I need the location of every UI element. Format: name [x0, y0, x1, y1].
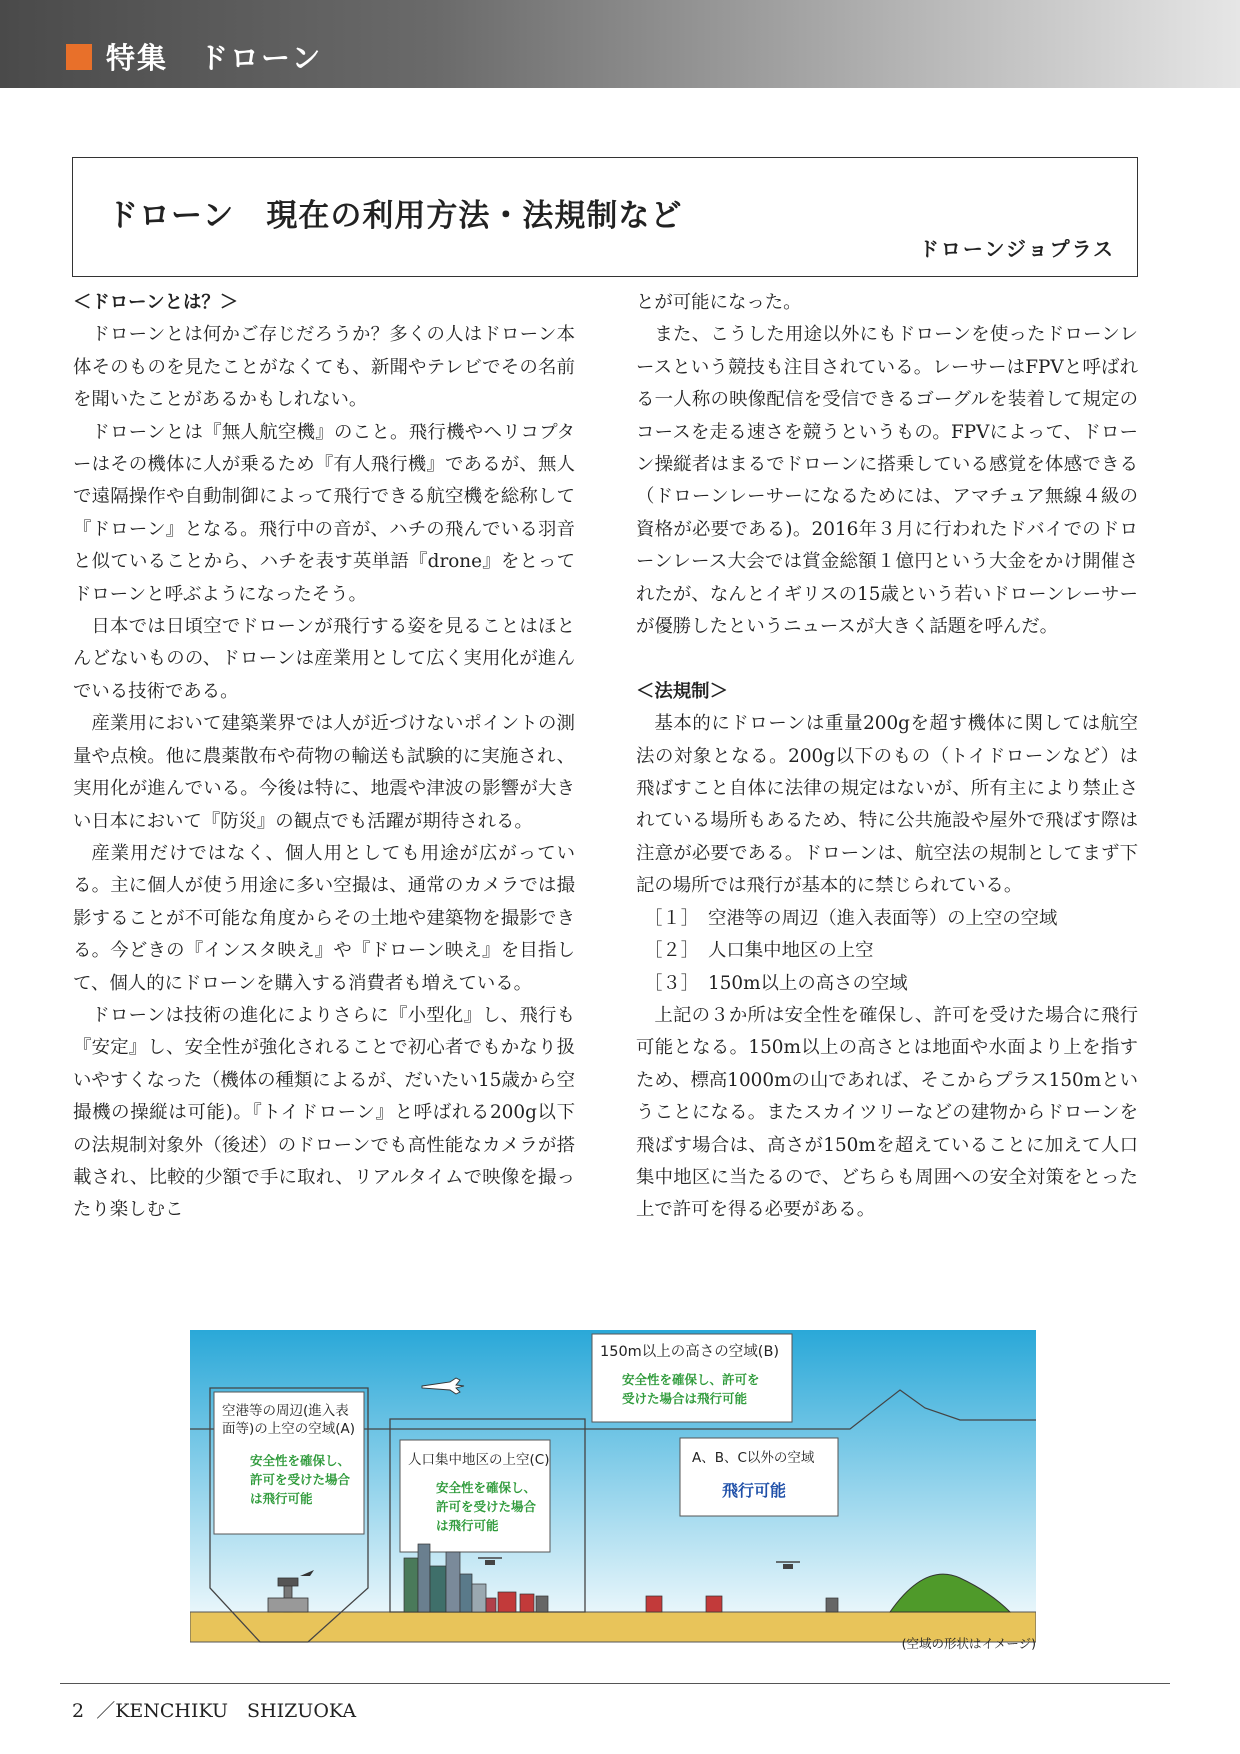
airspace-diagram — [190, 1330, 1036, 1650]
title-box — [72, 157, 1138, 277]
section-banner — [0, 0, 1240, 88]
page-number: 2 — [72, 1700, 85, 1722]
section-title: 特集 ドローン — [106, 41, 323, 75]
article-author: ドローンジョプラス — [918, 237, 1115, 261]
list-item — [636, 935, 1138, 967]
list-text: 150m以上の高さの空域 — [708, 972, 908, 994]
paragraph: 産業用だけではなく、個人用としても用途が広がっている。主に個人が使う用途に多い空撮は、通常のカメラでは撮影することが不可能な角度からその土地や建築物を撮影できる。今どきの『インスタ映え』や『ドローン映え』を目指して、個人的にドローンを購入する消費者も増えている。 — [73, 842, 575, 994]
zone-a-text: は飛行可能 — [250, 1491, 313, 1506]
zone-b-title: 150m以上の高さの空域(B) — [600, 1344, 780, 1360]
zone-c-text: 許可を受けた場合 — [436, 1499, 537, 1514]
paragraph: ドローンとは『無人航空機』のこと。飛行機やヘリコプターはその機体に人が乗るため『有人飛行機』であるが、無人で遠隔操作や自動制御によって飛行できる航空機を総称して『ドローン』となる。飛行中の音が、ハチの飛んでいる羽音と似ていることから、ハチを表す英単語『drone』をとってドローンと呼ぶようになったそう。 — [73, 421, 575, 605]
zone-a-text: 安全性を確保し、 — [250, 1453, 351, 1468]
section-heading: ＜法規制＞ — [636, 680, 728, 702]
zone-other-status: 飛行可能 — [722, 1481, 787, 1500]
list-number: ［３］ — [644, 972, 700, 994]
paragraph: ドローンとは何かご存じだろうか？多くの人はドローン本体そのものを見たことがなくても、新聞やテレビでその名前を聞いたことがあるかもしれない。 — [73, 324, 575, 411]
paragraph: ドローンは技術の進化によりさらに『小型化』し、飛行も『安定』し、安全性が強化されることで初心者でもかなり扱いやすくなった（機体の種類によるが、だいたい15歳から空撮機の操縦は可能)。『トイドローン』と呼ばれる200g以下の法規制対象外（後述）のドローンでも高性能なカメラが搭載され、比較的少額で手に取れ、リアルタイムで映像を撮ったり楽しむこ — [73, 1004, 575, 1221]
list-item — [636, 968, 1138, 1000]
orange-square-icon — [66, 44, 92, 70]
zone-b-text: 安全性を確保し、許可を — [622, 1372, 760, 1387]
paragraph: 基本的にドローンは重量200gを超す機体に関しては航空法の対象となる。200g以下のもの（トイドローンなど）は飛ばすこと自体に法律の規定はないが、所有主により禁止されている場所もあるため、特に公共施設や屋外で飛ばす際は注意が必要である。ドローンは、航空法の規制としてまず下記の場所では飛行が基本的に禁じられている。 — [636, 713, 1138, 897]
zone-c-title: 人口集中地区の上空(C) — [408, 1452, 550, 1468]
footer — [72, 1696, 356, 1723]
zone-other-title: A、B、C以外の空域 — [692, 1450, 815, 1466]
list-item — [636, 903, 1138, 935]
list-number: ［１］ — [644, 907, 700, 929]
list-text: 人口集中地区の上空 — [708, 940, 874, 962]
journal-name: ／KENCHIKU SHIZUOKA — [96, 1700, 357, 1722]
right-column — [636, 287, 1138, 1227]
zone-a-title: 空港等の周辺(進入表 — [222, 1403, 349, 1419]
left-column — [73, 287, 575, 1227]
list-number: ［２］ — [644, 940, 700, 962]
footer-divider — [60, 1683, 1170, 1684]
zone-b-text: 受けた場合は飛行可能 — [622, 1391, 748, 1406]
diagram-caption: (空域の形状はイメージ) — [901, 1636, 1036, 1650]
article-title: ドローン 現在の利用方法・法規制など — [107, 198, 683, 234]
paragraph: 産業用において建築業界では人が近づけないポイントの測量や点検。他に農薬散布や荷物の輸送も試験的に実施され、実用化が進んでいる。今後は特に、地震や津波の影響が大きい日本において『防災』の観点でも活躍が期待される。 — [73, 713, 575, 832]
paragraph: また、こうした用途以外にもドローンを使ったドローンレースという競技も注目されている。レーサーはFPVと呼ばれる一人称の映像配信を受信できるゴーグルを装着して規定のコースを走る速さを競うというもの。FPVによって、ドローン操縦者はまるでドローンに搭乗している感覚を体感できる（ドローンレーサーになるためには、アマチュア無線４級の資格が必要である)。2016年３月に行われたドバイでのドローンレース大会では賞金総額１億円という大金をかけ開催されたが、なんとイギリスの15歳という若いドローンレーサーが優勝したというニュースが大きく話題を呼んだ。 — [636, 324, 1138, 638]
paragraph: 上記の３か所は安全性を確保し、許可を受けた場合に飛行可能となる。150m以上の高さとは地面や水面より上を指すため、標高1000mの山であれば、そこからプラス150mということになる。またスカイツリーなどの建物からドローンを飛ばす場合は、高さが150mを超えていることに加えて人口集中地区に当たるので、どちらも周囲への安全対策をとった上で許可を得る必要がある。 — [636, 1004, 1138, 1221]
zone-a-title: 面等)の上空の空域(A) — [222, 1421, 356, 1437]
paragraph: とが可能になった。 — [636, 292, 802, 313]
section-heading: ＜ドローンとは？＞ — [73, 292, 239, 313]
zone-a-text: 許可を受けた場合 — [250, 1472, 351, 1487]
paragraph: 日本では日頃空でドローンが飛行する姿を見ることはほとんどないものの、ドローンは産業用として広く実用化が進んでいる技術である。 — [73, 616, 575, 702]
list-text: 空港等の周辺（進入表面等）の上空の空域 — [708, 907, 1058, 929]
zone-c-text: は飛行可能 — [436, 1518, 499, 1533]
zone-c-text: 安全性を確保し、 — [436, 1480, 537, 1495]
spacer — [636, 643, 1138, 675]
